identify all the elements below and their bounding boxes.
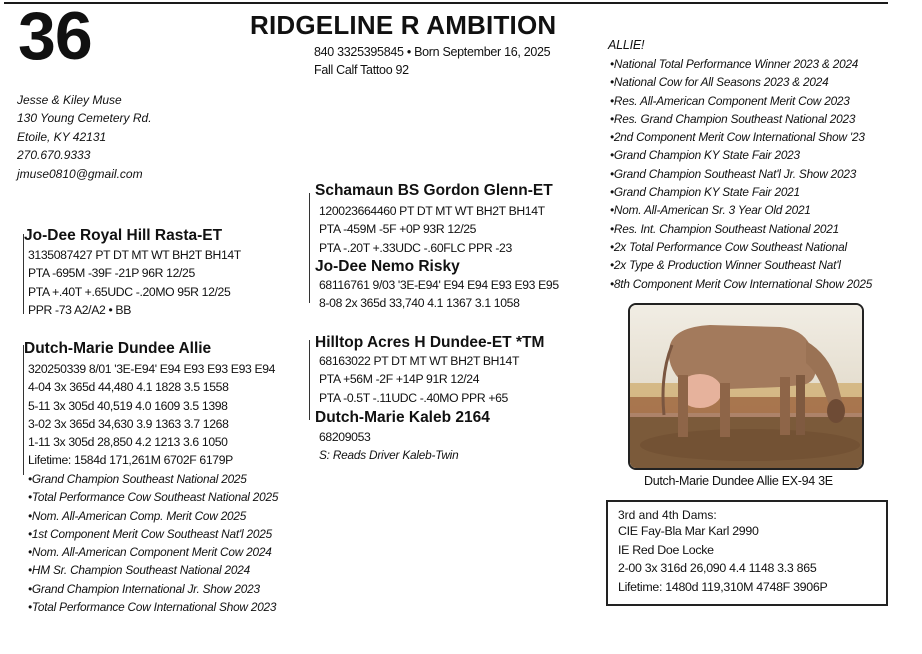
sire-line: 3135087427 PT DT MT WT BH2T BH14T — [28, 248, 241, 262]
photo-caption: Dutch-Marie Dundee Allie EX-94 3E — [644, 474, 833, 488]
dam-lifetime-line: Lifetime: 1584d 171,261M 6702F 6179P — [28, 453, 233, 468]
dams-box-heading: 3rd and 4th Dams: — [618, 508, 717, 522]
dam-dam-line: 68209053 — [319, 430, 371, 444]
dam-record-line: 1-11 3x 305d 28,850 4.2 1213 3.6 1050 — [28, 435, 228, 450]
allie-award: •8th Component Merit Cow International Show 2025 — [610, 276, 873, 291]
consignor-name: Jesse & Kiley Muse — [17, 93, 122, 107]
sire-line: PTA -695M -39F -21P 96R 12/25 — [28, 266, 195, 281]
animal-title: RIDGELINE R AMBITION — [250, 10, 557, 40]
fourth-dam-name: IE Red Doe Locke — [618, 542, 714, 557]
consignor-email[interactable]: jmuse0810@gmail.com — [17, 166, 143, 181]
allie-award: •Grand Champion KY State Fair 2021 — [610, 185, 800, 200]
dam-awards — [28, 470, 278, 616]
dam-award: •1st Component Merit Cow Southeast Nat'l 2025 — [28, 526, 272, 541]
sire-dam-line: 68116761 9/03 '3E-E94' E94 E94 E93 E93 E95 — [319, 278, 559, 292]
dam-record-line: 5-11 3x 305d 40,519 4.0 1609 3.5 1398 — [28, 398, 228, 413]
allie-award: •Grand Champion KY State Fair 2023 — [610, 148, 800, 163]
dam-dam-details — [319, 428, 458, 465]
allie-award: •2x Total Performance Cow Southeast National — [610, 239, 847, 254]
class-line: Fall Calf Tattoo 92 — [314, 63, 409, 77]
sire-line: PTA +.40T +.65UDC -.20MO 95R 12/25 — [28, 284, 231, 299]
allie-award: •Nom. All-American Sr. 3 Year Old 2021 — [610, 203, 811, 218]
sire-line: PPR -73 A2/A2 • BB — [28, 302, 131, 317]
dam-sire-line: 68163022 PT DT MT WT BH2T BH14T — [319, 354, 520, 368]
allie-heading: ALLIE! — [608, 38, 645, 52]
sire-bracket — [23, 234, 24, 314]
sire-sire-details — [319, 202, 545, 257]
dam-award: •HM Sr. Champion Southeast National 2024 — [28, 563, 250, 578]
dams-box — [606, 500, 888, 606]
sire-parents-bracket — [309, 193, 310, 303]
dam-lifetime-line: Lifetime: 1480d 119,310M 4748F 3906P — [618, 579, 828, 594]
sire-sire-line: 120023664460 PT DT MT WT BH2T BH14T — [319, 204, 545, 218]
dam-dam-sire-note: S: Reads Driver Kaleb-Twin — [319, 448, 459, 463]
dam-sire-line: PTA -0.5T -.11UDC -.40MO PPR +65 — [319, 390, 508, 405]
sire-sire-line: PTA -459M -5F +0P 93R 12/25 — [319, 222, 477, 237]
dam-bracket — [23, 345, 24, 475]
top-rule — [4, 2, 888, 4]
cow-photo — [628, 303, 864, 470]
third-dam-name: CIE Fay-Bla Mar Karl 2990 — [618, 524, 759, 538]
sire-name: Jo-Dee Royal Hill Rasta-ET — [24, 227, 223, 244]
registration-line: 840 3325395845 • Born September 16, 2025 — [314, 45, 551, 59]
dam-sire-details — [319, 352, 519, 407]
consignor-address: 130 Young Cemetery Rd. — [17, 111, 152, 126]
allie-award: •Res. All-American Component Merit Cow 2023 — [610, 93, 850, 108]
sire-dam-details — [319, 276, 559, 313]
allie-award: •Res. Int. Champion Southeast National 2021 — [610, 221, 839, 236]
dam-dam-name: Dutch-Marie Kaleb 2164 — [315, 409, 490, 426]
sire-dam-line: 8-08 2x 365d 33,740 4.1 1367 3.1 1058 — [319, 296, 520, 311]
dam-record-line: 4-04 3x 365d 44,480 4.1 1828 3.5 1558 — [28, 380, 229, 395]
sire-sire-name: Schamaun BS Gordon Glenn-ET — [315, 182, 553, 199]
dam-parents-bracket — [309, 340, 310, 420]
dam-record-line: 3-02 3x 365d 34,630 3.9 1363 3.7 1268 — [28, 416, 229, 431]
allie-award: •National Total Performance Winner 2023 & 2024 — [610, 57, 859, 71]
dam-award: •Grand Champion Southeast National 2025 — [28, 472, 247, 486]
consignor-block — [17, 91, 152, 183]
sire-sire-line: PTA -.20T +.33UDC -.60FLC PPR -23 — [319, 240, 512, 255]
allie-award: •Grand Champion Southeast Nat'l Jr. Show 2023 — [610, 166, 857, 181]
dam-award: •Total Performance Cow Southeast National 2025 — [28, 490, 279, 505]
dam-record-line: 320250339 8/01 '3E-E94' E94 E93 E93 E93 E94 — [28, 362, 276, 376]
dam-award: •Nom. All-American Component Merit Cow 2024 — [28, 545, 272, 560]
sire-dam-name: Jo-Dee Nemo Risky — [315, 258, 460, 275]
sire-details — [28, 246, 241, 319]
dam-sire-name: Hilltop Acres H Dundee-ET *TM — [315, 334, 545, 351]
lot-number: 36 — [18, 0, 92, 74]
dam-award: •Grand Champion International Jr. Show 2023 — [28, 581, 260, 596]
consignor-phone: 270.670.9333 — [17, 148, 91, 163]
cow-illustration — [630, 305, 862, 468]
allie-awards — [610, 55, 872, 293]
allie-award: •Res. Grand Champion Southeast National 2023 — [610, 111, 856, 126]
dam-sire-line: PTA +56M -2F +14P 91R 12/24 — [319, 372, 480, 387]
allie-award: •2x Type & Production Winner Southeast Nat'l — [610, 258, 841, 273]
dam-records — [28, 360, 275, 470]
allie-award: •National Cow for All Seasons 2023 & 2024 — [610, 75, 829, 90]
dam-award: •Nom. All-American Comp. Merit Cow 2025 — [28, 508, 247, 523]
dam-record-line: 2-00 3x 316d 26,090 4.4 1148 3.3 865 — [618, 561, 817, 575]
allie-award: •2nd Component Merit Cow International Show '23 — [610, 130, 865, 145]
consignor-city: Etoile, KY 42131 — [17, 129, 107, 144]
dam-name: Dutch-Marie Dundee Allie — [24, 340, 212, 357]
dam-award: •Total Performance Cow International Show 2023 — [28, 600, 277, 615]
